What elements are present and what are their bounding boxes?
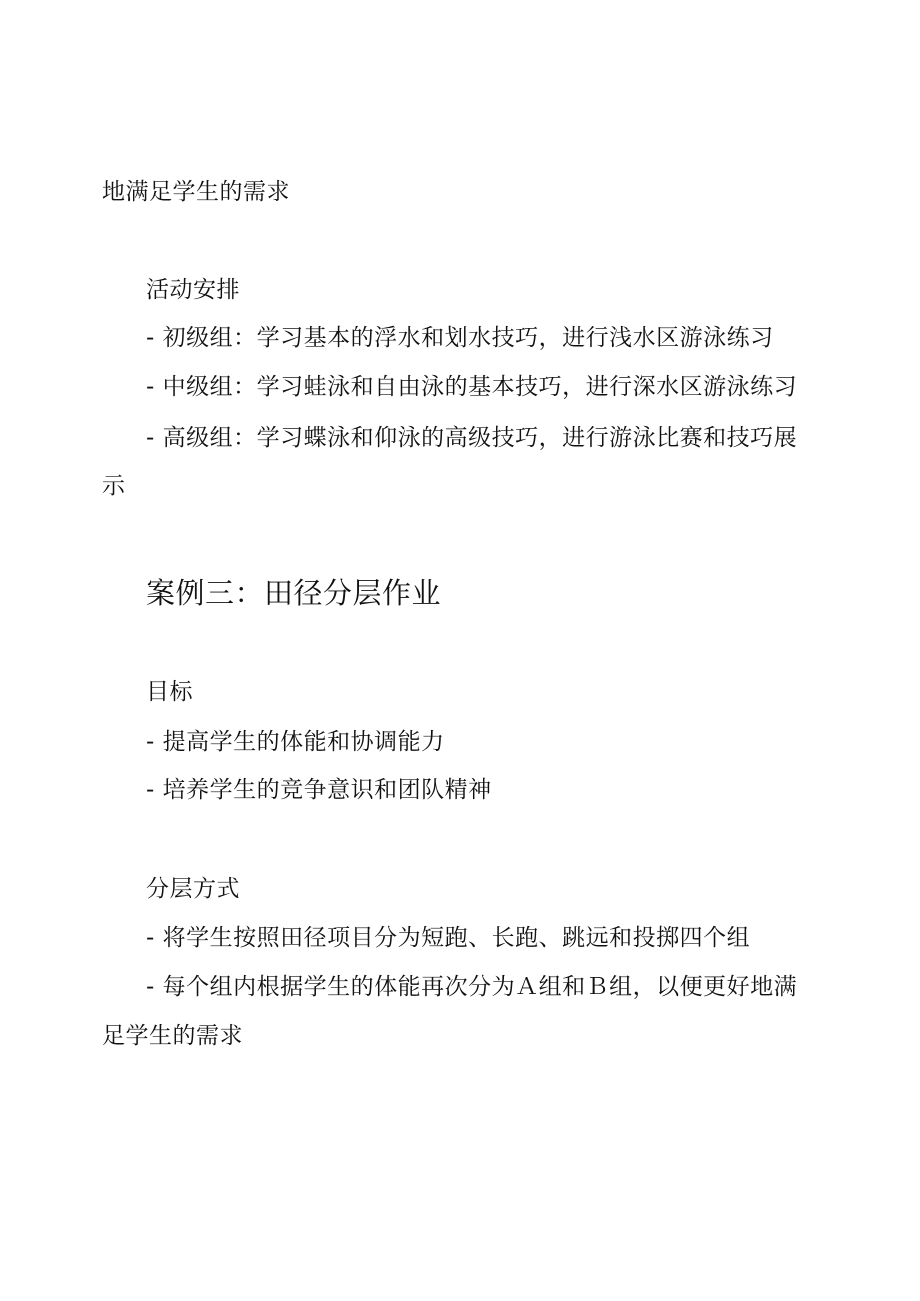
method-heading: 分层方式 xyxy=(146,876,240,902)
activity-beginner: - 初级组：学习基本的浮水和划水技巧，进行浅水区游泳练习 xyxy=(146,325,774,351)
activity-advanced-wrap: 示 xyxy=(102,473,126,499)
activity-intermediate: - 中级组：学习蛙泳和自由泳的基本技巧，进行深水区游泳练习 xyxy=(146,374,798,400)
intro-tail-text: 地满足学生的需求 xyxy=(102,179,290,205)
case3-title: 案例三：田径分层作业 xyxy=(146,576,442,610)
goal-item-2: - 培养学生的竞争意识和团队精神 xyxy=(146,777,492,803)
activity-heading: 活动安排 xyxy=(146,277,240,303)
goal-heading: 目标 xyxy=(146,679,193,705)
method-item-2-wrap: 足学生的需求 xyxy=(102,1023,243,1049)
goal-item-1: - 提高学生的体能和协调能力 xyxy=(146,729,445,755)
method-item-1: - 将学生按照田径项目分为短跑、长跑、跳远和投掷四个组 xyxy=(146,925,751,951)
activity-advanced: - 高级组：学习蝶泳和仰泳的高级技巧，进行游泳比赛和技巧展 xyxy=(146,425,798,451)
method-item-2: - 每个组内根据学生的体能再次分为Ａ组和Ｂ组，以便更好地满 xyxy=(146,974,798,1000)
